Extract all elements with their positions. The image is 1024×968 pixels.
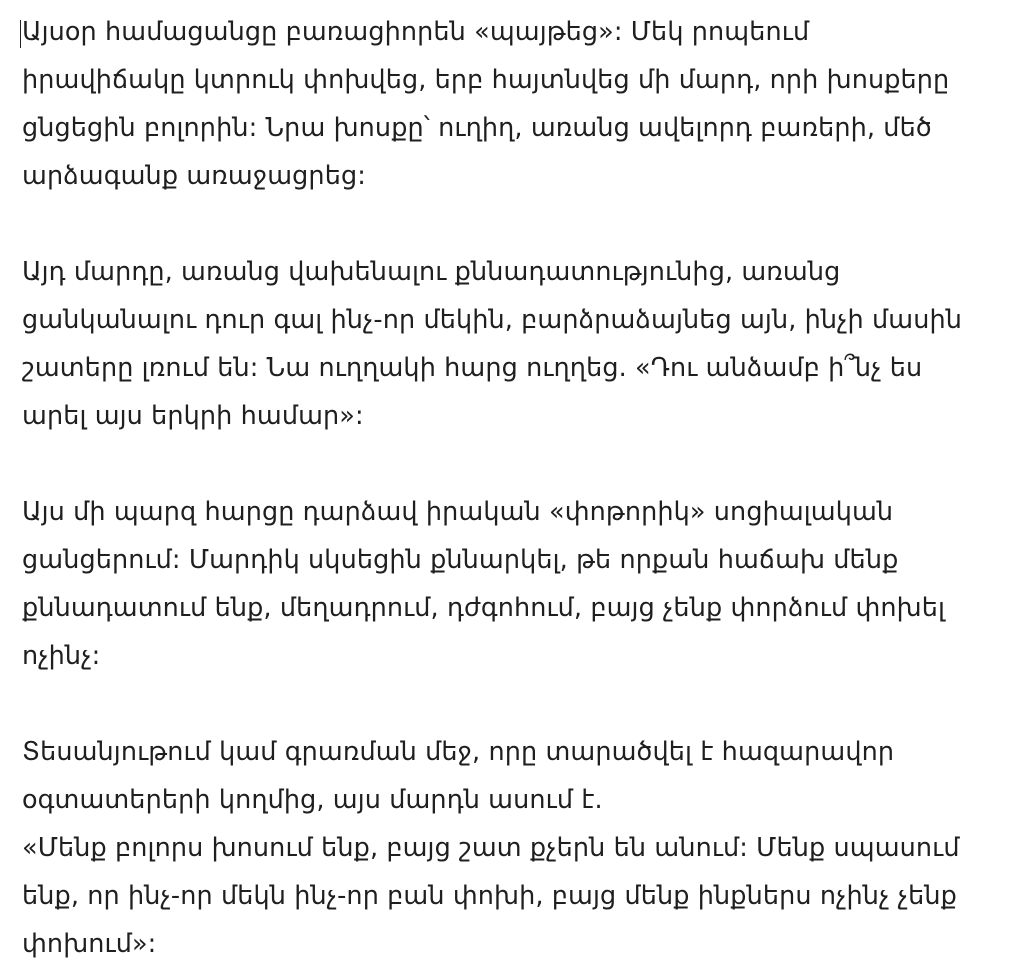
document-body[interactable]	[22, 8, 997, 968]
paragraph-4: Տեսանյութում կամ գրառման մեջ, որը տարածվել է հազարավոր օգտատերերի կողմից, այս մարդն ասում է. «Մենք բոլորս խոսում ենք, բայց շատ քչերն են անում: Մենք սպասում ենք, որ ինչ-որ մեկն ինչ-որ բան փոխի, բայց մենք ինքներս ոչինչ չենք փոխում»:	[22, 737, 960, 959]
paragraph-2: Այդ մարդը, առանց վախենալու քննադատությունից, առանց ցանկանալու դուր գալ ինչ-որ մեկին, բարձրաձայնեց այն, ինչի մասին շատերը լռում են: Նա ուղղակի հարց ուղղեց. «Դու անձամբ ի՞նչ ես արել այս երկրի համար»:	[22, 257, 962, 431]
paragraph-1: Այսօր համացանցը բառացիորեն «պայթեց»: Մեկ րոպեում իրավիճակը կտրուկ փոխվեց, երբ հայտնվեց մի մարդ, որի խոսքերը ցնցեցին բոլորին: Նրա խոսքը՝ ուղիղ, առանց ավելորդ բառերի, մեծ արձագանք առաջացրեց:	[22, 17, 950, 191]
text-cursor	[20, 20, 21, 48]
paragraph-3: Այս մի պարզ հարցը դարձավ իրական «փոթորիկ» սոցիալական ցանցերում: Մարդիկ սկսեցին քննարկել, թե որքան հաճախ մենք քննադատում ենք, մեղադրում, դժգոհում, բայց չենք փորձում փոխել ոչինչ:	[22, 497, 946, 671]
